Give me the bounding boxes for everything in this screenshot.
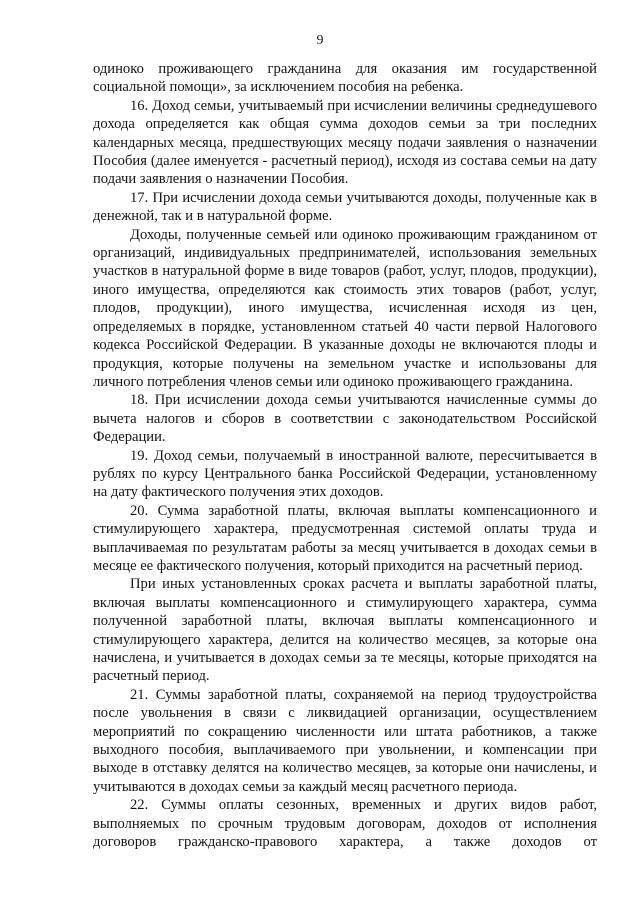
paragraph-20: 20. Сумма заработной платы, включая выплаты компенсационного и стимулирующего характера, предусмотренная системой оплаты труда и выплачиваемая по результатам работы за месяц учитывается в доходах семьи в месяце ее фактического получения, который приходится на расчетный период.	[93, 502, 597, 574]
paragraph-17: 17. При исчислении дохода семьи учитываются доходы, полученные как в денежной, так и в натуральной форме.	[93, 189, 597, 225]
document-body	[93, 60, 597, 851]
paragraph-16: 16. Доход семьи, учитываемый при исчислении величины среднедушевого дохода определяется как общая сумма доходов семьи за три последних календарных месяца, предшествующих месяцу подачи заявления о назначении Пособия (далее именуется - расчетный период), исходя из состава семьи на дату подачи заявления о назначении Пособия.	[93, 97, 597, 188]
paragraph-20-other-terms: При иных установленных сроках расчета и выплаты заработной платы, включая выплаты компенсационного и стимулирующего характера, сумма полученной заработной платы, включая выплаты компенсационного и стимулирующего характера, делится на количество месяцев, за которые она начислена, и учитывается в доходах семьи за те месяцы, которые приходятся на расчетный период.	[93, 576, 597, 685]
paragraph-21: 21. Суммы заработной платы, сохраняемой на период трудоустройства после увольнения в связи с ликвидацией организации, осуществлением мероприятий по сокращению численности или штата работников, а также выходного пособия, выплачиваемого при увольнении, и компенсации при выходе в отставку делятся на количество месяцев, за которые они начислены, и учитываются в доходах семьи за каждый месяц расчетного периода.	[93, 686, 597, 795]
paragraph-17-income-in-kind: Доходы, полученные семьей или одиноко проживающим гражданином от организаций, индивидуальных предпринимателей, использования земельных участков в натуральной форме в виде товаров (работ, услуг, плодов, продукции), иного имущества, определяются как стоимость этих товаров (работ, услуг, плодов, продукции), иного имущества, исчисленная исходя из цен, определяемых в порядке, установленном статьей 40 части первой Налогового кодекса Российской Федерации. В указанные доходы не включаются плоды и продукция, которые получены на земельном участке и использованы для личного потребления членов семьи или одиноко проживающего гражданина.	[93, 226, 597, 390]
paragraph-continuation: одиноко проживающего гражданина для оказания им государственной социальной помощи», за исключением пособия на ребенка.	[93, 61, 597, 96]
paragraph-22: 22. Суммы оплаты сезонных, временных и других видов работ, выполняемых по срочным трудовым договорам, доходов от исполнения договоров гражданско-правового характера, а также доходов от	[93, 797, 597, 851]
paragraph-19: 19. Доход семьи, получаемый в иностранной валюте, пересчитывается в рублях по курсу Центрального банка Российской Федерации, установленному на дату фактического получения этих доходов.	[93, 447, 597, 501]
page-number: 9	[316, 33, 324, 48]
paragraph-18: 18. При исчислении дохода семьи учитываются начисленные суммы до вычета налогов и сборов в соответствии с законодательством Российской Федерации.	[93, 392, 597, 446]
